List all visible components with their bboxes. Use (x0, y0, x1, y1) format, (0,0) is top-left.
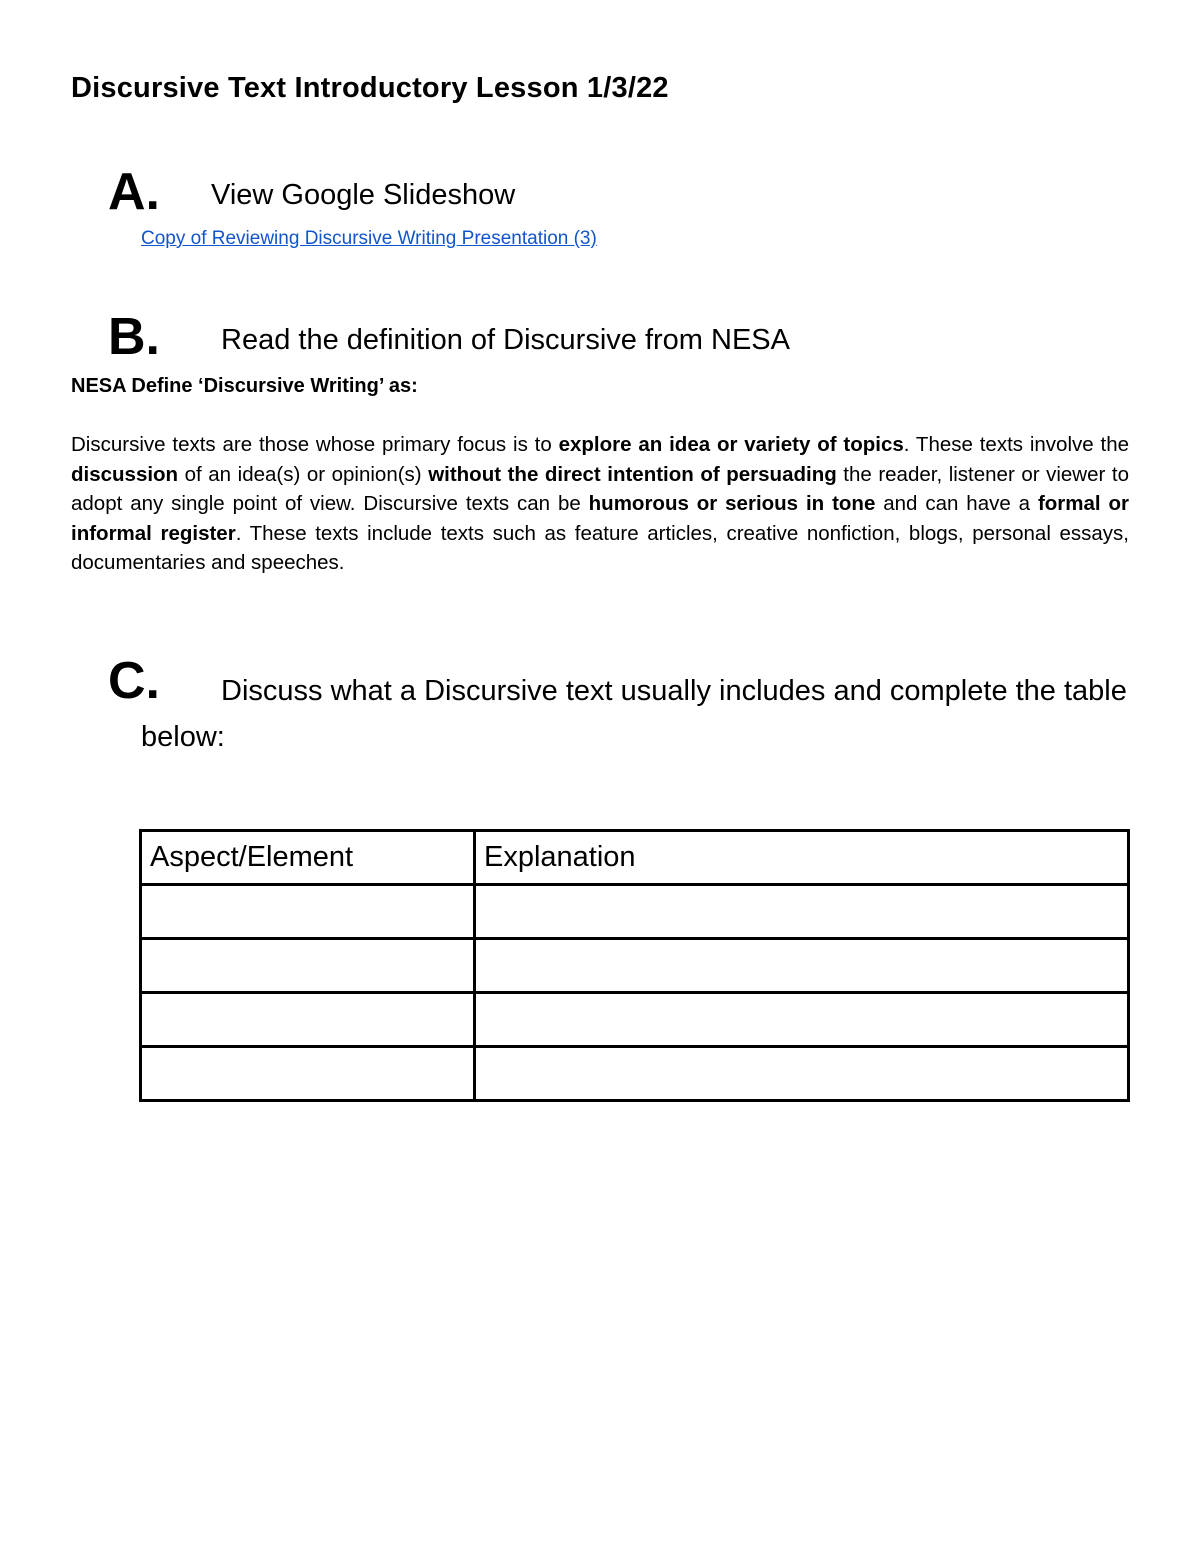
definition-emphasis: without the direct intention of persuading (428, 462, 837, 486)
aspect-cell[interactable] (141, 1047, 475, 1101)
section-c-letter: C. (108, 652, 160, 710)
section-a-heading: View Google Slideshow (211, 179, 516, 211)
definition-text: Discursive texts are those whose primary focus is to (71, 433, 559, 456)
definition-text: the reader, listener or viewer to adopt any single point of view. Discursive texts can be (71, 462, 1129, 515)
explanation-cell[interactable] (475, 885, 1129, 939)
definition-text: of an idea(s) or opinion(s) (178, 462, 429, 486)
page-title: Discursive Text Introductory Lesson 1/3/22 (71, 72, 669, 104)
header-explanation: Explanation (475, 831, 1129, 885)
nesa-define-label: NESA Define ‘Discursive Writing’ as: (71, 375, 418, 397)
table-row (141, 939, 1129, 993)
section-b-heading: Read the definition of Discursive from NESA (221, 324, 790, 356)
explanation-cell[interactable] (475, 1047, 1129, 1101)
explanation-cell[interactable] (475, 939, 1129, 993)
table-row (141, 993, 1129, 1047)
definition-emphasis: discussion (71, 462, 179, 486)
definition-text: and can have a (875, 492, 1038, 515)
explanation-cell[interactable] (475, 993, 1129, 1047)
aspect-explanation-table (139, 829, 1130, 1102)
table-row (141, 885, 1129, 939)
section-a-letter: A. (108, 163, 160, 221)
aspect-cell[interactable] (141, 885, 475, 939)
definition-emphasis: formal or informal register (71, 492, 1129, 545)
table-header-row (141, 831, 1129, 885)
section-b-letter: B. (108, 308, 160, 366)
table-row (141, 1047, 1129, 1101)
definition-text: . These texts include texts such as feature articles, creative nonfiction, blogs, personal essays, documentaries and speeches. (71, 521, 1129, 574)
section-c-heading: Discuss what a Discursive text usually includes and complete the table below: (141, 675, 1127, 753)
definition-paragraph (71, 430, 1129, 578)
definition-emphasis: explore an idea or variety of topics (558, 433, 904, 456)
aspect-cell[interactable] (141, 993, 475, 1047)
header-aspect-element: Aspect/Element (141, 831, 475, 885)
slideshow-link[interactable]: Copy of Reviewing Discursive Writing Presentation (3) (141, 228, 597, 249)
aspect-cell[interactable] (141, 939, 475, 993)
definition-text: . These texts involve the (903, 433, 1129, 456)
definition-emphasis: humorous or serious in tone (588, 492, 876, 515)
